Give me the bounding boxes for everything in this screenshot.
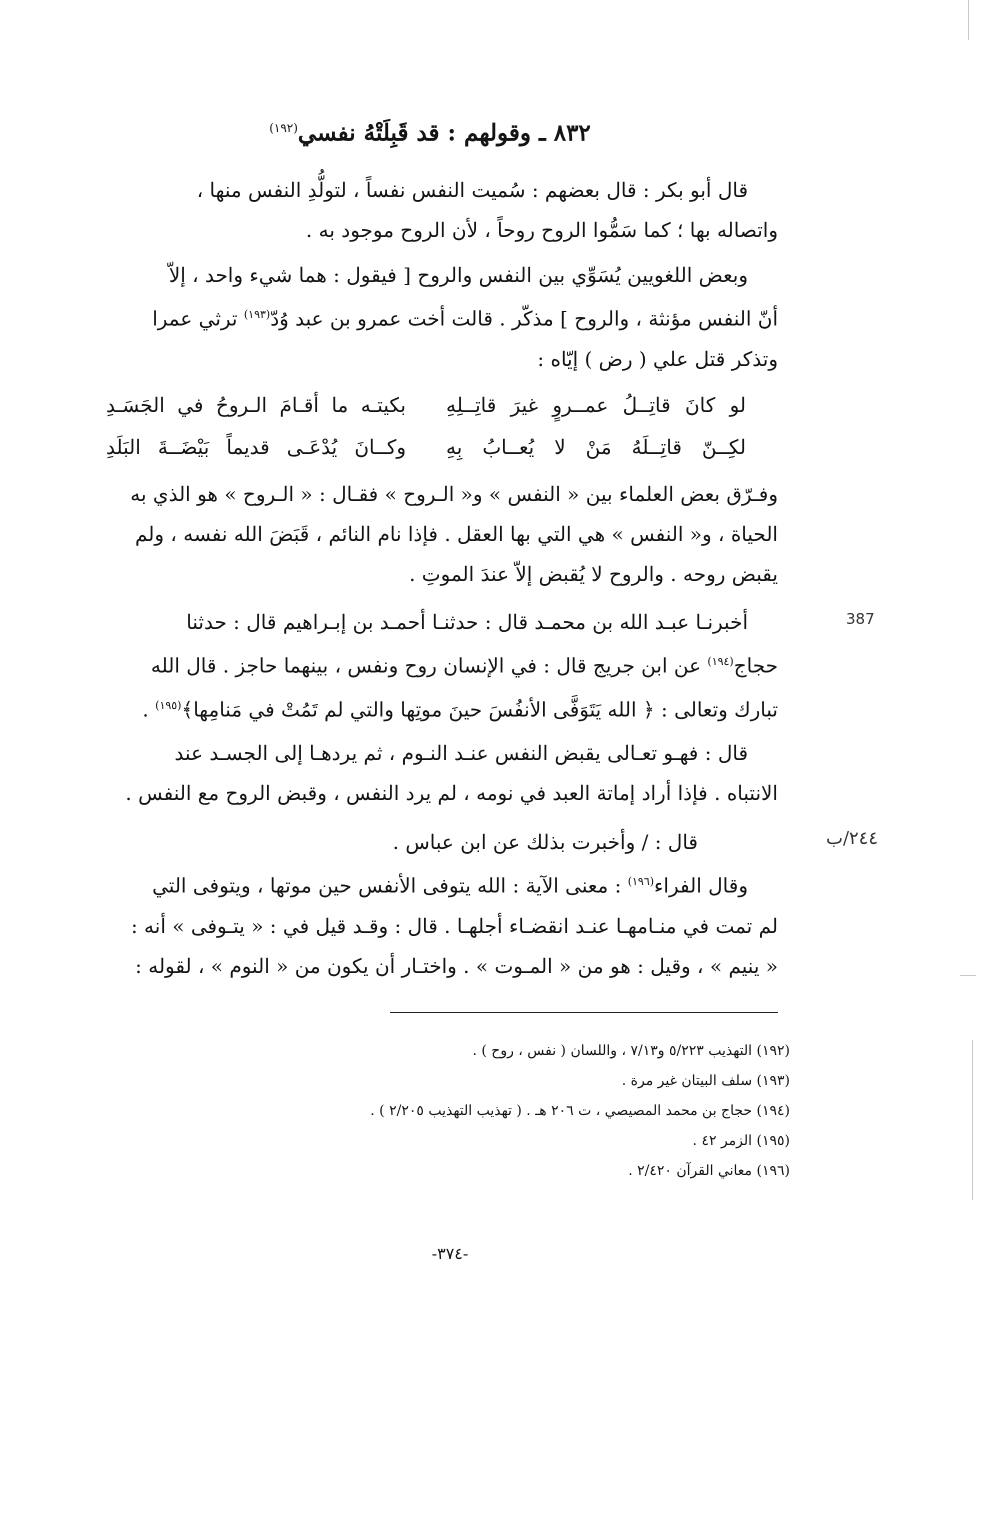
text-line: وتذكر قتل علي ( رض ) إيّاه : xyxy=(537,346,778,371)
footnote-ref-192: (١٩٢) xyxy=(269,121,298,135)
footnote-separator xyxy=(390,1012,778,1013)
footnote: (١٩٤) حجاج بن محمد المصيصي ، ت ٢٠٦ هـ . ( تهذيب التهذيب ٢/٢٠٥ ) . xyxy=(370,1103,790,1119)
quran-quote: تبارك وتعالى : ﴿ الله يَتَوَفَّى الأنفُسَ حينَ موتِها والتي لم تَمُتْ في مَنامِها﴾ xyxy=(181,697,778,722)
margin-reference-number: 387 xyxy=(846,610,875,628)
text-line: الحياة ، و« النفس » هي التي بها العقل . فإذا نام النائم ، قَبَضَ الله نفسه ، ولم xyxy=(135,522,778,546)
text-span: : معنى الآية : الله يتوفى الأنفس حين موتها ، ويتوفى التي xyxy=(152,873,628,898)
text-line: « ينيم » ، وقيل : هو من « المـوت » . واختـار أن يكون من « النوم » ، لقوله : xyxy=(135,953,778,978)
footnote-ref-193: (١٩٣) xyxy=(243,308,271,321)
text-line: وبعض اللغويين يُسَوِّي بين النفس والروح [ فيقول : هما شيء واحد ، إلاّ xyxy=(168,263,748,287)
text-line: أخبرنـا عبـد الله بن محمـد قال : حدثنـا أحمـد بن إبـراهيم قال : حدثنا xyxy=(186,610,748,634)
text-line: واتصاله بها ؛ كما سَمُّوا الروح روحاً ، لأن الروح موجود به . xyxy=(305,218,778,242)
text-line: يقبض روحه . والروح لا يُقبض إلاّ عندَ الموتِ . xyxy=(409,562,778,586)
paragraph-5 xyxy=(80,733,778,813)
footnote: (١٩٦) معاني القرآن ٢/٤٢٠ . xyxy=(628,1163,790,1179)
poem-hemistich-first: لو كانَ قاتِــلُ عمــروٍ غيرَ قاتِــلِهِ xyxy=(446,393,746,417)
text-line xyxy=(80,295,778,339)
paragraph-1 xyxy=(80,170,778,250)
footnote: (١٩٢) التهذيب ٥/٢٢٣ و٧/١٣ ، واللسان ( نفس ، روح ) . xyxy=(472,1043,790,1059)
text-line: قال : فهـو تعـالى يقبض النفس عنـد النـوم ، ثم يردهـا إلى الجسـد عند xyxy=(174,741,748,765)
text-span: . xyxy=(142,697,156,722)
text-line: وفـرّق بعض العلماء بين « النفس » و« الـروح » فقـال : « الـروح » هو الذي به xyxy=(130,482,778,506)
chapter-title-text: ٨٣٢ ـ وقولهم : قد قَبِلَتْهُ نفسي xyxy=(297,119,591,147)
scan-edge-mark xyxy=(960,975,976,976)
text-line xyxy=(80,642,778,686)
footnote-ref-194: (١٩٤) xyxy=(707,655,734,668)
footnotes xyxy=(300,1036,790,1186)
scan-edge-mark xyxy=(972,1040,973,1200)
text-line: الانتباه . فإذا أراد إماتة العبد في نومه ، لم يرد النفس ، وقبض الروح مع النفس . xyxy=(125,781,778,805)
text-line xyxy=(80,862,778,906)
text-span: ترثي عمرا xyxy=(152,306,238,331)
poem xyxy=(106,385,746,469)
margin-folio-mark: ٢٤٤/ب xyxy=(826,828,879,849)
poem-hemistich-second: وكــانَ يُدْعَـى قديماً بَيْضَــةَ البَلَدِ xyxy=(106,435,406,459)
text-line: قال أبو بكر : قال بعضهم : سُميت النفس نفساً ، لتولُّدِ النفس منها ، xyxy=(196,178,748,202)
scan-edge-mark xyxy=(968,0,969,40)
poem-verse xyxy=(106,385,746,427)
paragraph-2 xyxy=(80,255,778,379)
text-span: أنّ النفس مؤنثة ، والروح ] مذكّر . قالت أخت عمرو بن عبد وُدّ xyxy=(270,306,778,331)
text-line: لم تمت في منـامهـا عنـد انقضـاء أجلهـا . قال : وقـد قيل في : « يتـوفى » أنه : xyxy=(130,913,778,938)
text-span: عن ابن جريج قال : في الإنسان روح ونفس ، بينهما حاجز . قال الله xyxy=(150,653,708,678)
paragraph-7 xyxy=(80,862,778,986)
footnote-ref-196: (١٩٦) xyxy=(627,875,655,888)
poem-hemistich-first: لكِــنّ قاتِــلَهُ مَنْ لا يُعــابُ بِهِ xyxy=(446,435,746,459)
footnote-ref-195: (١٩٥) xyxy=(155,698,182,712)
footnote: (١٩٣) سلف البيتان غير مرة . xyxy=(621,1073,790,1089)
text-span: وقال الفراء xyxy=(654,873,748,898)
page-number: -٣٧٤- xyxy=(431,1244,469,1263)
text-line xyxy=(80,686,778,730)
paragraph-3 xyxy=(80,474,778,594)
poem-verse xyxy=(106,427,746,469)
chapter-title xyxy=(180,110,680,152)
paragraph-4 xyxy=(80,602,778,729)
paragraph-6 xyxy=(80,822,778,862)
text-span: حجاج xyxy=(733,653,778,678)
footnote: (١٩٥) الزمر ٤٢ . xyxy=(692,1133,790,1149)
poem-hemistich-second: بكيتـه ما أقـامَ الـروحُ في الجَسَـدِ xyxy=(106,393,406,417)
text-line: قال : / وأخبرت بذلك عن ابن عباس . xyxy=(392,830,698,854)
